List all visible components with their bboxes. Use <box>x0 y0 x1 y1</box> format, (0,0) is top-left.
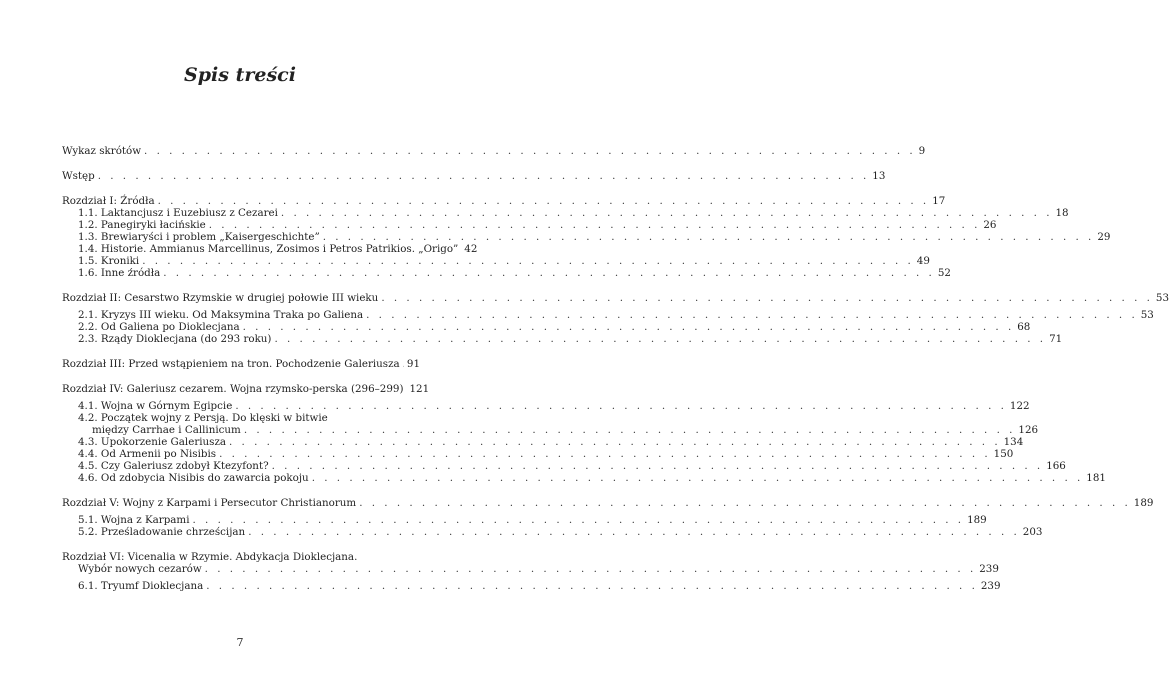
toc-entry <box>62 292 1169 304</box>
toc-entry-page: 189 <box>1133 497 1154 509</box>
toc-entry <box>62 243 478 255</box>
toc-entry-title: 1.5. Kroniki <box>78 255 140 267</box>
toc-entry <box>62 383 430 395</box>
toc-leader-dots: . . . . . . . . . . . . . . . . . . . . . . . . . . . . . . . . . . . . . . . . . . . . . . . . . . . . . . . . . . . . . . <box>97 170 870 182</box>
toc-entry-title: Rozdział II: Cesarstwo Rzymskie w drugiej połowie III wieku <box>62 292 379 304</box>
toc-entry-page: 13 <box>872 170 886 182</box>
toc-entry <box>62 436 1024 448</box>
toc-entry-page: 26 <box>983 219 997 231</box>
table-of-contents <box>62 145 1169 592</box>
toc-entry-title: 1.3. Brewiaryści i problem „Kaisergeschichte” <box>78 231 320 243</box>
toc-leader-dots: . . . . . . . . . . . . . . . . . . . . . . . . . . . . . . . . . . . . . . . . . . . . . . . . . . . . . . . . . . . . . . <box>311 472 1084 484</box>
toc-entry-title: między Carrhae i Callinicum <box>92 424 241 436</box>
toc-entry-page: 134 <box>1003 436 1024 448</box>
toc-leader-dots: . . . . . . . . . . . . . . . . . . . . . . . . . . . . . . . . . . . . . . . . . . . . . . . . . . . . . . . . . . . . . . <box>144 145 916 157</box>
toc-entry <box>62 195 946 207</box>
toc-entry-title: 4.5. Czy Galeriusz zdobył Ktezyfont? <box>78 460 269 472</box>
toc-entry-title: 2.2. Od Galiena po Dioklecjana <box>78 321 240 333</box>
toc-entry <box>62 460 1066 472</box>
toc-entry <box>62 412 420 424</box>
toc-leader-dots: . . . . . . . . . . . . . . . . . . . . . . . . . . . . . . . . . . . . . . . . . . . . . . . . . . . . . . . . . . . . . . <box>235 400 1007 412</box>
page-title: Spis treści <box>184 64 296 86</box>
toc-entry-title: 4.2. Początek wojny z Persją. Do klęski w bitwie <box>78 412 328 424</box>
toc-entry-page: 181 <box>1086 472 1106 484</box>
toc-entry-page: 29 <box>1097 231 1111 243</box>
toc-entry-page: 68 <box>1017 321 1031 333</box>
toc-entry-page: 9 <box>918 145 926 157</box>
toc-entry-page: 53 <box>1155 292 1169 304</box>
toc-leader-dots: . . . . . . . . . . . . . . . . . . . . . . . . . . . . . . . . . . . . . . . . . . . . . . . . . . . . . . . . . . . . . . <box>157 195 930 207</box>
toc-entry-title: Rozdział IV: Galeriusz cezarem. Wojna rzymsko-perska (296–299) <box>62 383 404 395</box>
toc-entry-title: 5.1. Wojna z Karpami <box>78 514 190 526</box>
toc-entry-title: 4.3. Upokorzenie Galeriusza <box>78 436 227 448</box>
toc-entry <box>62 321 1031 333</box>
toc-entry <box>62 145 926 157</box>
toc-leader-dots: . . . . . . . . . . . . . . . . . . . . . . . . . . . . . . . . . . . . . . . . . . . . . . . . . . . . . . . . . . . . . . <box>204 563 977 575</box>
toc-entry-title: 2.3. Rządy Dioklecjana (do 293 roku) <box>78 333 272 345</box>
toc-entry <box>62 358 420 370</box>
toc-entry <box>62 563 999 575</box>
toc-entry <box>62 497 1154 509</box>
toc-entry-title: Wykaz skrótów <box>62 145 142 157</box>
toc-entry-page: 121 <box>409 383 430 395</box>
toc-entry-title: 6.1. Tryumf Dioklecjana <box>78 580 204 592</box>
toc-entry-page: 122 <box>1009 400 1030 412</box>
toc-entry-title: 1.1. Laktancjusz i Euzebiusz z Cezarei <box>78 207 278 219</box>
toc-entry-title: 5.2. Prześladowanie chrześcijan <box>78 526 246 538</box>
toc-entry-page: 53 <box>1140 309 1154 321</box>
page-number: 7 <box>236 636 244 649</box>
toc-leader-dots: . . . . . . . . . . . . . . . . . . . . . . . . . . . . . . . . . . . . . . . . . . . . . . . . . . . . . . . . . . . . . . <box>280 207 1053 219</box>
toc-leader-dots: . . . . . . . . . . . . . . . . . . . . . . . . . . . . . . . . . . . . . . . . . . . . . . . . . . . . . . . . . . . . . . <box>192 514 965 526</box>
toc-leader-dots: . . . . . . . . . . . . . . . . . . . . . . . . . . . . . . . . . . . . . . . . . . . . . . . . . . . . . . . . . . . . . . <box>142 255 914 267</box>
toc-entry <box>62 207 1069 219</box>
toc-entry-page: 42 <box>464 243 478 255</box>
toc-leader-dots: . . . . . . . . . . . . . . . . . . . . . . . . . . . . . . . . . . . . . . . . . . . . . . . . . . . . . . . . . . . . . . <box>208 219 981 231</box>
toc-leader-dots: . . . . . . . . . . . . . . . . . . . . . . . . . . . . . . . . . . . . . . . . . . . . . . . . . . . . . . . . . . . . . . <box>248 526 1020 538</box>
toc-leader-dots: . . . . . . . . . . . . . . . . . . . . . . . . . . . . . . . . . . . . . . . . . . . . . . . . . . . . . . . . . . . . . . <box>322 231 1095 243</box>
toc-entry-page: 203 <box>1022 526 1043 538</box>
toc-leader-dots: . . . . . . . . . . . . . . . . . . . . . . . . . . . . . . . . . . . . . . . . . . . . . . . . . . . . . . . . . . . . . . <box>229 436 1001 448</box>
toc-entry-title: 4.1. Wojna w Górnym Egipcie <box>78 400 233 412</box>
toc-leader-dots: . . . . . . . . . . . . . . . . . . . . . . . . . . . . . . . . . . . . . . . . . . . . . . . . . . . . . . . . . . . . . . <box>243 424 1016 436</box>
toc-entry-title: Rozdział I: Źródła <box>62 195 155 207</box>
toc-entry-page: 189 <box>967 514 987 526</box>
toc-entry-page: 71 <box>1049 333 1063 345</box>
toc-entry <box>62 219 997 231</box>
toc-entry <box>62 170 886 182</box>
toc-leader-dots: . . . . . . . . . . . . . . . . . . . . . . . . . . . . . . . . . . . . . . . . . . . . . . . . . . . . . . . . . . . . . . <box>163 267 935 279</box>
toc-entry-page: 126 <box>1018 424 1039 436</box>
toc-entry <box>62 448 1014 460</box>
toc-entry <box>62 255 930 267</box>
toc-leader-dots: . . . . . . . . . . . . . . . . . . . . . . . . . . . . . . . . . . . . . . . . . . . . . . . . . . . . . . . . . . . . . . <box>219 448 991 460</box>
toc-entry-title: 1.4. Historie. Ammianus Marcellinus, Zosimos i Petros Patrikios. „Origo” <box>78 243 459 255</box>
toc-entry <box>62 514 987 526</box>
toc-leader-dots: . . . . . . . . . . . . . . . . . . . . . . . . . . . . . . . . . . . . . . . . . . . . . . . . . . . . . . . . . . . . . . <box>274 333 1047 345</box>
toc-entry <box>62 231 1111 243</box>
toc-entry <box>62 526 1043 538</box>
toc-entry-page: 150 <box>993 448 1014 460</box>
toc-entry-title: 1.2. Panegiryki łacińskie <box>78 219 206 231</box>
toc-entry-title: Wybór nowych cezarów <box>78 563 202 575</box>
toc-entry <box>62 333 1063 345</box>
toc-entry <box>62 472 1106 484</box>
toc-entry-page: 166 <box>1046 460 1066 472</box>
toc-entry-page: 239 <box>980 580 1001 592</box>
toc-leader-dots: . . . . . . . . . . . . . . . . . . . . . . . . . . . . . . . . . . . . . . . . . . . . . . . . . . . . . . . . . . . . . . <box>242 321 1015 333</box>
toc-entry-title: Wstęp <box>62 170 95 182</box>
toc-entry-page: 49 <box>916 255 930 267</box>
toc-leader-dots: . . . . . . . . . . . . . . . . . . . . . . . . . . . . . . . . . . . . . . . . . . . . . . . . . . . . . . . . . . . . . . <box>206 580 978 592</box>
toc-entry <box>62 424 1039 436</box>
toc-entry-title: 4.6. Od zdobycia Nisibis do zawarcia pokoju <box>78 472 309 484</box>
toc-entry <box>62 309 1154 321</box>
toc-leader-dots: . . . . . . . . . . . . . . . . . . . . . . . . . . . . . . . . . . . . . . . . . . . . . . . . . . . . . . . . . . . . . . <box>271 460 1044 472</box>
toc-leader-dots: . . . . . . . . . . . . . . . . . . . . . . . . . . . . . . . . . . . . . . . . . . . . . . . . . . . . . . . . . . . . . . <box>381 292 1153 304</box>
toc-entry-title: Rozdział V: Wojny z Karpami i Persecutor Christianorum <box>62 497 357 509</box>
toc-entry-page: 52 <box>937 267 951 279</box>
toc-entry <box>62 400 1030 412</box>
toc-entry-page: 239 <box>979 563 999 575</box>
toc-entry-title: 4.4. Od Armenii po Nisibis <box>78 448 217 460</box>
toc-leader-dots: . . . . . . . . . . . . . . . . . . . . . . . . . . . . . . . . . . . . . . . . . . . . . . . . . . . . . . . . . . . . . . <box>366 309 1138 321</box>
toc-entry <box>62 551 420 563</box>
toc-entry-page: 17 <box>932 195 946 207</box>
toc-leader-dots: . . . . . . . . . . . . . . . . . . . . . . . . . . . . . . . . . . . . . . . . . . . . . . . . . . . . . . . . . . . . . . <box>359 497 1131 509</box>
toc-entry-title: 2.1. Kryzys III wieku. Od Maksymina Traka po Galiena <box>78 309 364 321</box>
toc-entry-page: 91 <box>406 358 420 370</box>
toc-entry-title: Rozdział III: Przed wstąpieniem na tron. Pochodzenie Galeriusza <box>62 358 400 370</box>
toc-entry-title: Rozdział VI: Vicenalia w Rzymie. Abdykacja Dioklecjana. <box>62 551 358 563</box>
toc-entry-title: 1.6. Inne źródła <box>78 267 161 279</box>
toc-entry-page: 18 <box>1055 207 1069 219</box>
toc-entry <box>62 267 951 279</box>
toc-entry <box>62 580 1001 592</box>
